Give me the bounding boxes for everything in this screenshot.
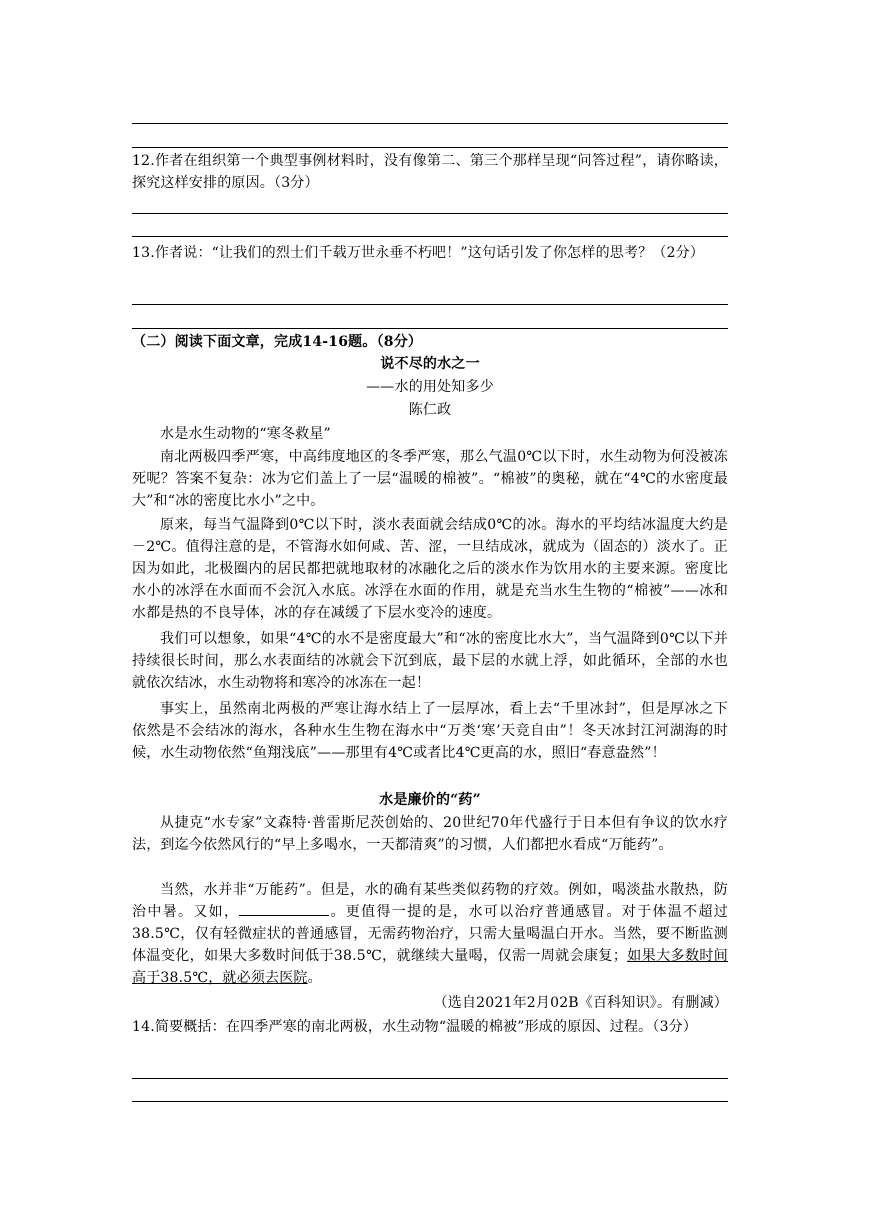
paragraph-3: 我们可以想象，如果“4℃的水不是密度最大”和“冰的密度比水大”，当气温降到0℃以下并持续很长时间，那么水表面结的冰就会下沉到底，最下层的水就上浮，如此循环，全部的水也就依次结冰，水生动物将和寒冷的冰冻在一起！ <box>132 631 728 691</box>
subheading-winter: 水是水生动物的“寒冬救星” <box>160 426 331 442</box>
paragraph-1: 南北两极四季严寒，中高纬度地区的冬季严寒，那么气温0℃以下时，水生动物为何没被冻死呢？答案不复杂：冰为它们盖上了一层“温暖的棉被”。“棉被”的奥秘，就在“4℃的水密度最大”和“冰的密度比水小”之中。 <box>132 449 728 509</box>
subheading-medicine: 水是廉价的“药” <box>379 792 481 808</box>
paragraph-5: 从捷克“水专家”文森特·普雷斯尼茨创始的、20世纪70年代盛行于日本但有争议的饮水疗法，到迄今依然风行的“早上多喝水，一天都清爽”的习惯，人们都把水看成“万能药”。 <box>132 815 728 853</box>
answer-line <box>132 328 728 329</box>
question-12: 12.作者在组织第一个典型事例材料时，没有像第二、第三个那样呈现“问答过程”，请你略读，探究这样安排的原因。（3分） <box>132 153 728 191</box>
answer-line <box>132 1101 728 1102</box>
question-13: 13.作者说：“让我们的烈士们千载万世永垂不朽吧！”这句话引发了你怎样的思考？（2分） <box>132 245 705 261</box>
paragraph-4: 事实上，虽然南北两极的严寒让海水结上了一层厚冰，看上去“千里冰封”，但是厚冰之下依然是不会结冰的海水，各种水生生物在海水中“万类‘寒’天竞自由”！冬天冰封江河湖海的时候，水生动物依然“鱼翔浅底”——那里有4℃或者比4℃更高的水，照旧“春意盎然”！ <box>132 701 728 761</box>
source-citation: （选自2021年2月02B《百科知识》。有删减） <box>433 995 728 1011</box>
answer-line <box>132 304 728 305</box>
article-subtitle: ——水的用处知多少 <box>366 379 494 395</box>
fill-in-blank[interactable] <box>239 901 329 916</box>
paragraph-6-part-a: 当然，水并非“万能药”。但是，水的确有某些类似药物的疗效。例如，喝淡盐水散热，防治中暑。又如， <box>132 882 728 920</box>
article-author: 陈仁政 <box>408 402 452 418</box>
article-title: 说不尽的水之一 <box>380 356 480 372</box>
paragraph-6-part-b: 。更值得一提的是，水可以治疗普通感冒。对于体温不超过38.5℃，仅有轻微症状的普通感冒，无需药物治疗，只需大量喝温白开水。当然，要不断监测体温变化，如果大多数时间低于38.5℃，就继续大量喝，仅需一周就会康复； <box>132 904 729 964</box>
answer-line <box>132 213 728 214</box>
paragraph-6 <box>132 879 728 989</box>
paragraph-2: 原来，每当气温降到0℃以下时，淡水表面就会结成0℃的冰。海水的平均结冰温度大约是－2℃。值得注意的是，不管海水如何咸、苦、涩，一旦结成冰，就成为（固态的）淡水了。正因为如此，北极圈内的居民都把就地取材的冰融化之后的淡水作为饮用水的主要来源。密度比水小的冰浮在水面而不会沉入水底。冰浮在水面的作用，就是充当水生生物的“棉被”——冰和水都是热的不良导体，冰的存在减缓了下层水变冷的速度。 <box>132 517 728 621</box>
section-heading: （二）阅读下面文章，完成14-16题。（8分） <box>132 334 423 350</box>
answer-line <box>132 147 728 148</box>
answer-line <box>132 236 728 237</box>
question-14: 14.简要概括：在四季严寒的南北两极，水生动物“温暖的棉被”形成的原因、过程。（3分） <box>132 1019 698 1035</box>
paragraph-6-part-c: 。 <box>307 970 322 986</box>
answer-line <box>132 1078 728 1079</box>
answer-line <box>132 123 728 124</box>
underlined-sentence: 如果大多数时间高于38.5℃，就必须去医院 <box>132 948 728 986</box>
